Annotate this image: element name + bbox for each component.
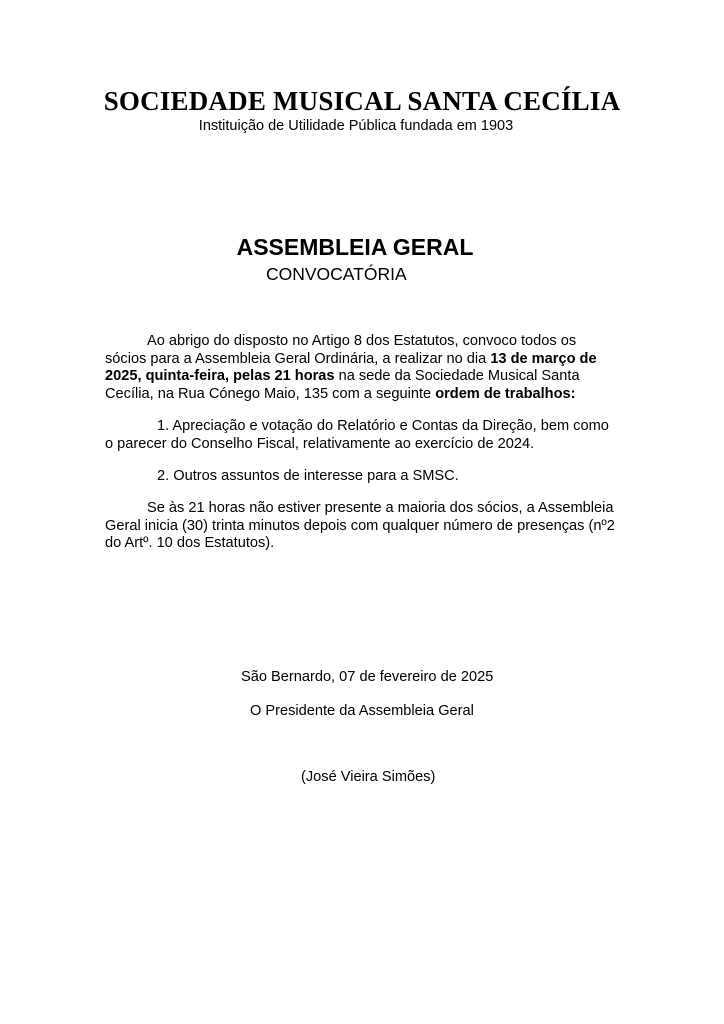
signatory-role: O Presidente da Assembleia Geral xyxy=(250,703,474,719)
quorum-paragraph: Se às 21 horas não estiver presente a maioria dos sócios, a Assembleia Geral inicia (30) trinta minutos depois com qualquer número de presenças (nº2 do Artº. 10 dos Estatutos). xyxy=(105,500,615,551)
meeting-date: 13 de março de 2025, quinta-feira, pelas 21 horas xyxy=(105,350,597,384)
agenda-label: ordem de trabalhos: xyxy=(435,385,576,402)
place-and-date: São Bernardo, 07 de fevereiro de 2025 xyxy=(241,669,494,685)
agenda-item-2: 2. Outros assuntos de interesse para a SMSC. xyxy=(157,468,459,484)
organization-subtitle: Instituição de Utilidade Pública fundada em 1903 xyxy=(198,118,514,134)
signatory-name: (José Vieira Simões) xyxy=(301,769,436,785)
agenda-item-1: 1. Apreciação e votação do Relatório e Contas da Direção, bem como o parecer do Conselho Fiscal, relativamente ao exercício de 2024. xyxy=(105,418,609,452)
paragraph-text: na sede da Sociedade Musical Santa Cecília, na Rua Cónego Maio, 135 com a seguinte xyxy=(105,368,580,402)
document-subtitle: CONVOCATÓRIA xyxy=(266,264,407,284)
paragraph-text: Ao abrigo do disposto no Artigo 8 dos Estatutos, convoco todos os sócios para a Assembleia Geral Ordinária, a realizar no dia xyxy=(105,333,577,367)
convocation-paragraph xyxy=(105,333,617,403)
document-title: ASSEMBLEIA GERAL xyxy=(236,234,474,260)
organization-name: SOCIEDADE MUSICAL SANTA CECÍLIA xyxy=(103,86,621,116)
